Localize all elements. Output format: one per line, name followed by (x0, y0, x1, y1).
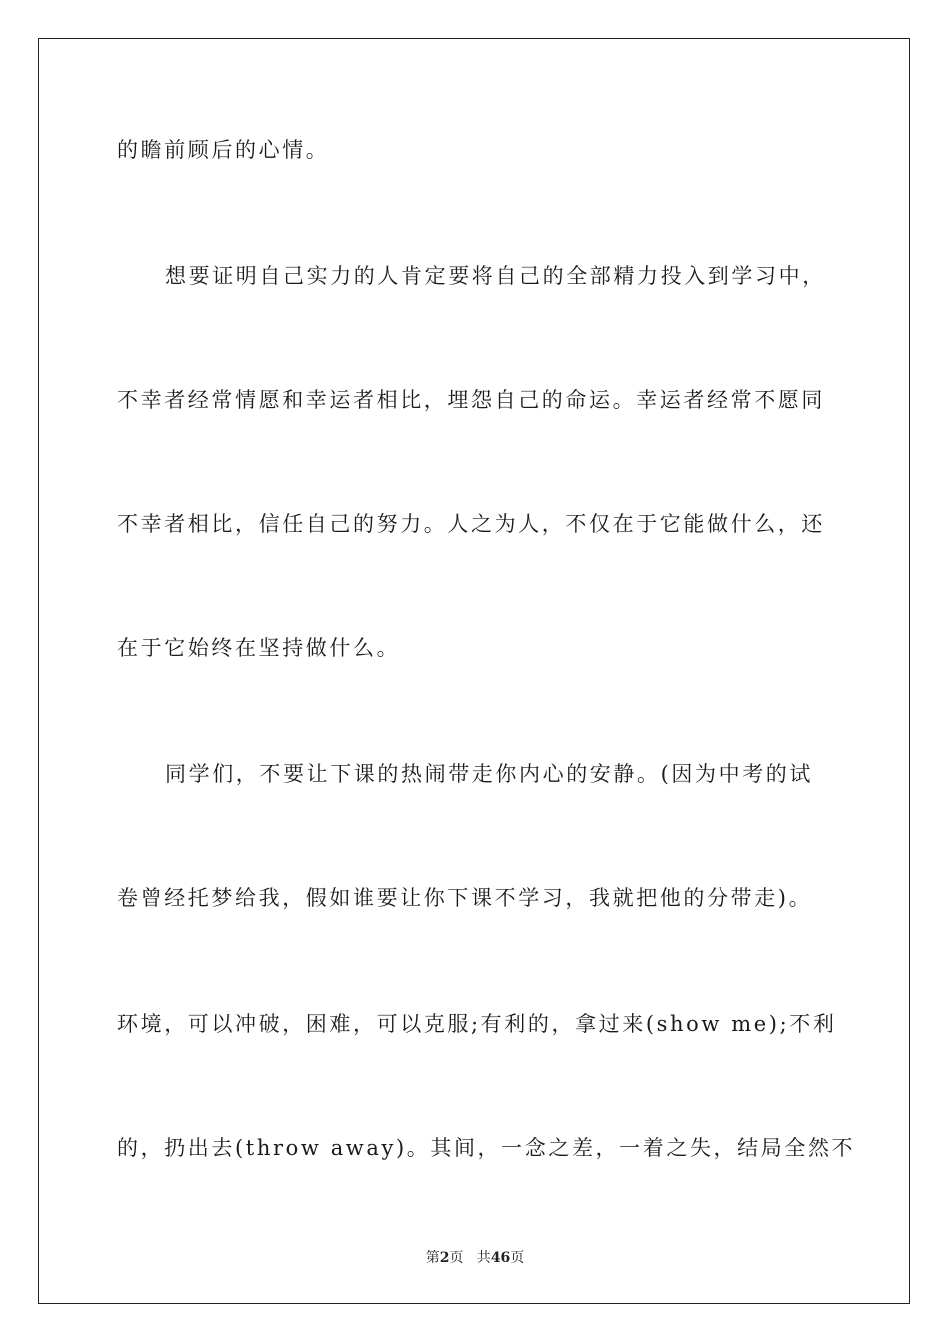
footer-total-pages: 46 (490, 1250, 511, 1266)
page-frame (38, 38, 910, 1304)
text-line-5: 在于它始终在坚持做什么。 (117, 636, 401, 660)
text-line-2: 想要证明自己实力的人肯定要将自己的全部精力投入到学习中， (165, 264, 826, 288)
text-line-8: 环境，可以冲破，困难，可以克服;有利的，拿过来(show me);不利 (117, 1012, 837, 1036)
page-footer (0, 1247, 950, 1267)
text-line-7: 卷曾经托梦给我，假如谁要让你下课不学习，我就把他的分带走)。 (117, 886, 813, 910)
footer-mid: 页 共 (449, 1250, 491, 1266)
footer-suffix: 页 (510, 1250, 525, 1266)
text-line-9: 的，扔出去(throw away)。其间，一念之差，一着之失，结局全然不 (117, 1136, 856, 1160)
text-line-3: 不幸者经常情愿和幸运者相比，埋怨自己的命运。幸运者经常不愿同 (117, 388, 825, 412)
text-line-4: 不幸者相比，信任自己的努力。人之为人，不仅在于它能做什么，还 (117, 512, 825, 536)
footer-prefix: 第 (425, 1250, 440, 1266)
text-line-1: 的瞻前顾后的心情。 (117, 138, 330, 162)
footer-page-number: 2 (439, 1250, 450, 1266)
text-line-6: 同学们，不要让下课的热闹带走你内心的安静。(因为中考的试 (165, 762, 813, 786)
